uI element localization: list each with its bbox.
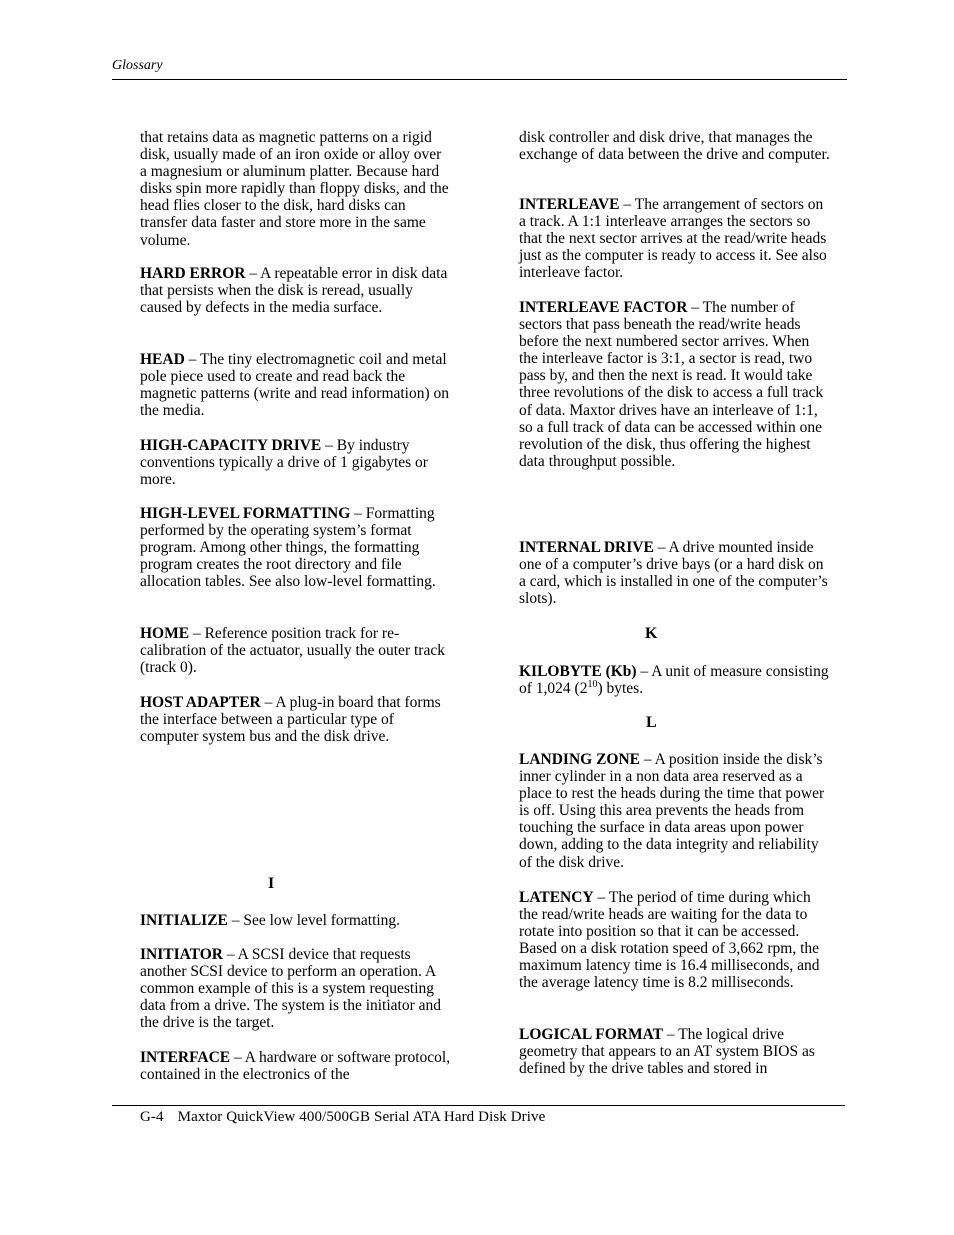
glossary-definition: – The number of sectors that pass beneath the read/write heads before the next numbered sector arrives. When the interleave factor is 3:1, a sector is read, two pass by, and then the next is read. It would take three revolutions of the disk to access a full track of data. Maxtor drives have an interleave of 1:1, so a full track of data can be accessed within one revolution of the disk, thus offering the highest data throughput possible.: [519, 299, 824, 470]
glossary-term: HIGH-LEVEL FORMATTING: [140, 505, 351, 522]
glossary-entry-high-capacity-drive: [140, 437, 452, 488]
glossary-term: HIGH-CAPACITY DRIVE: [140, 437, 322, 454]
glossary-definition: – A position inside the disk’s inner cylinder in a non data area reserved as a place to rest the heads during the time that power is off. Using this area prevents the heads from touching the surface in data areas upon power down, adding to the data integrity and reliability of the disk drive.: [519, 751, 825, 871]
footer-rule: [112, 1105, 845, 1106]
glossary-term: HARD ERROR: [140, 265, 246, 282]
glossary-definition: – See low level formatting.: [227, 912, 401, 929]
glossary-definition: – A repeatable error in disk data that persists when the disk is reread, usually caused by defects in the media surface.: [140, 265, 448, 317]
glossary-entry-internal-drive: [519, 539, 831, 607]
glossary-definition: – Reference position track for re-calibration of the actuator, usually the outer track (track 0).: [140, 625, 445, 677]
glossary-term: LATENCY: [519, 889, 594, 906]
glossary-definition: – A plug-in board that forms the interface between a particular type of computer system bus and the disk drive.: [140, 694, 441, 746]
glossary-entry-interface: [140, 1049, 452, 1083]
glossary-definition: – The arrangement of sectors on a track. A 1:1 interleave arranges the sectors so that the next sector arrives at the read/write heads just as the computer is ready to access it. See also interleave factor.: [519, 196, 827, 282]
continued-definition: disk controller and disk drive, that manages the exchange of data between the drive and computer.: [519, 129, 830, 164]
glossary-term: INITIATOR: [140, 946, 223, 963]
glossary-definition: – By industry conventions typically a drive of 1 gigabytes or more.: [140, 437, 428, 489]
glossary-entry-landing-zone: [519, 751, 831, 871]
continued-definition: that retains data as magnetic patterns on a rigid disk, usually made of an iron oxide or alloy over a magnesium or aluminum platter. Because hard disks spin more rapidly than floppy disks, and the head flies closer to the disk, hard disks can transfer data faster and store more in the same volume.: [140, 129, 449, 249]
glossary-definition: – The logical drive geometry that appears to an AT system BIOS as defined by the drive tables and stored in: [519, 1026, 815, 1078]
glossary-definition: – A drive mounted inside one of a computer’s drive bays (or a hard disk on a card, which is installed in one of the computer’s slots).: [519, 539, 828, 608]
glossary-term: INTERLEAVE FACTOR: [519, 299, 688, 316]
page-number: G-4: [140, 1109, 164, 1125]
glossary-term: INTERLEAVE: [519, 196, 620, 213]
glossary-definition: – The tiny electromagnetic coil and metal pole piece used to create and read back the magnetic patterns (write and read information) on the media.: [140, 351, 450, 420]
glossary-term: HEAD: [140, 351, 185, 368]
running-header: Glossary: [112, 58, 163, 73]
glossary-definition: – A hardware or software protocol, contained in the electronics of the: [140, 1049, 451, 1084]
glossary-entry-interleave-factor: [519, 299, 831, 470]
glossary-term: HOST ADAPTER: [140, 694, 261, 711]
glossary-term: INTERNAL DRIVE: [519, 539, 654, 556]
glossary-term: LANDING ZONE: [519, 751, 641, 768]
glossary-entry-interleave: [519, 196, 831, 281]
glossary-entry-hard-error: [140, 265, 452, 316]
glossary-entry-home: [140, 625, 452, 676]
glossary-term: HOME: [140, 625, 190, 642]
glossary-term: LOGICAL FORMAT: [519, 1026, 663, 1043]
glossary-term: INTERFACE: [140, 1049, 231, 1066]
glossary-entry-initialize: [140, 912, 452, 929]
glossary-entry-initiator: [140, 946, 452, 1031]
glossary-entry-logical-format: [519, 1026, 831, 1077]
glossary-definition-end: ) bytes.: [597, 680, 644, 698]
glossary-entry-host-adapter: [140, 694, 452, 745]
glossary-entry-high-level-formatting: [140, 505, 452, 590]
section-letter-l: L: [646, 714, 657, 731]
glossary-definition: – Formatting performed by the operating system’s format program. Among other things, the formatting program creates the root directory and file allocation tables. See also low-level formatting.: [140, 505, 436, 591]
glossary-term: KILOBYTE (Kb): [519, 663, 637, 680]
glossary-term: INITIALIZE: [140, 912, 228, 929]
section-letter-i: I: [268, 875, 275, 892]
running-footer: [140, 1109, 545, 1126]
section-letter-k: K: [645, 625, 658, 642]
glossary-definition: – A unit of measure consisting of 1,024 (2: [519, 663, 829, 698]
glossary-definition: – The period of time during which the read/write heads are waiting for the data to rotate into position so that it can be accessed. Based on a disk rotation speed of 3,662 rpm, the maximum latency time is 16.4 milliseconds, and the average latency time is 8.2 milliseconds.: [519, 889, 820, 992]
footer-document-title: Maxtor QuickView 400/500GB Serial ATA Hard Disk Drive: [177, 1109, 546, 1125]
header-rule: [112, 79, 847, 80]
glossary-entry-head: [140, 351, 452, 419]
glossary-entry-kilobyte: [519, 663, 831, 697]
glossary-entry-latency: [519, 889, 831, 992]
exponent: 10: [587, 678, 598, 690]
glossary-definition: – A SCSI device that requests another SCSI device to perform an operation. A common example of this is a system requesting data from a drive. The system is the initiator and the drive is the target.: [140, 946, 442, 1032]
